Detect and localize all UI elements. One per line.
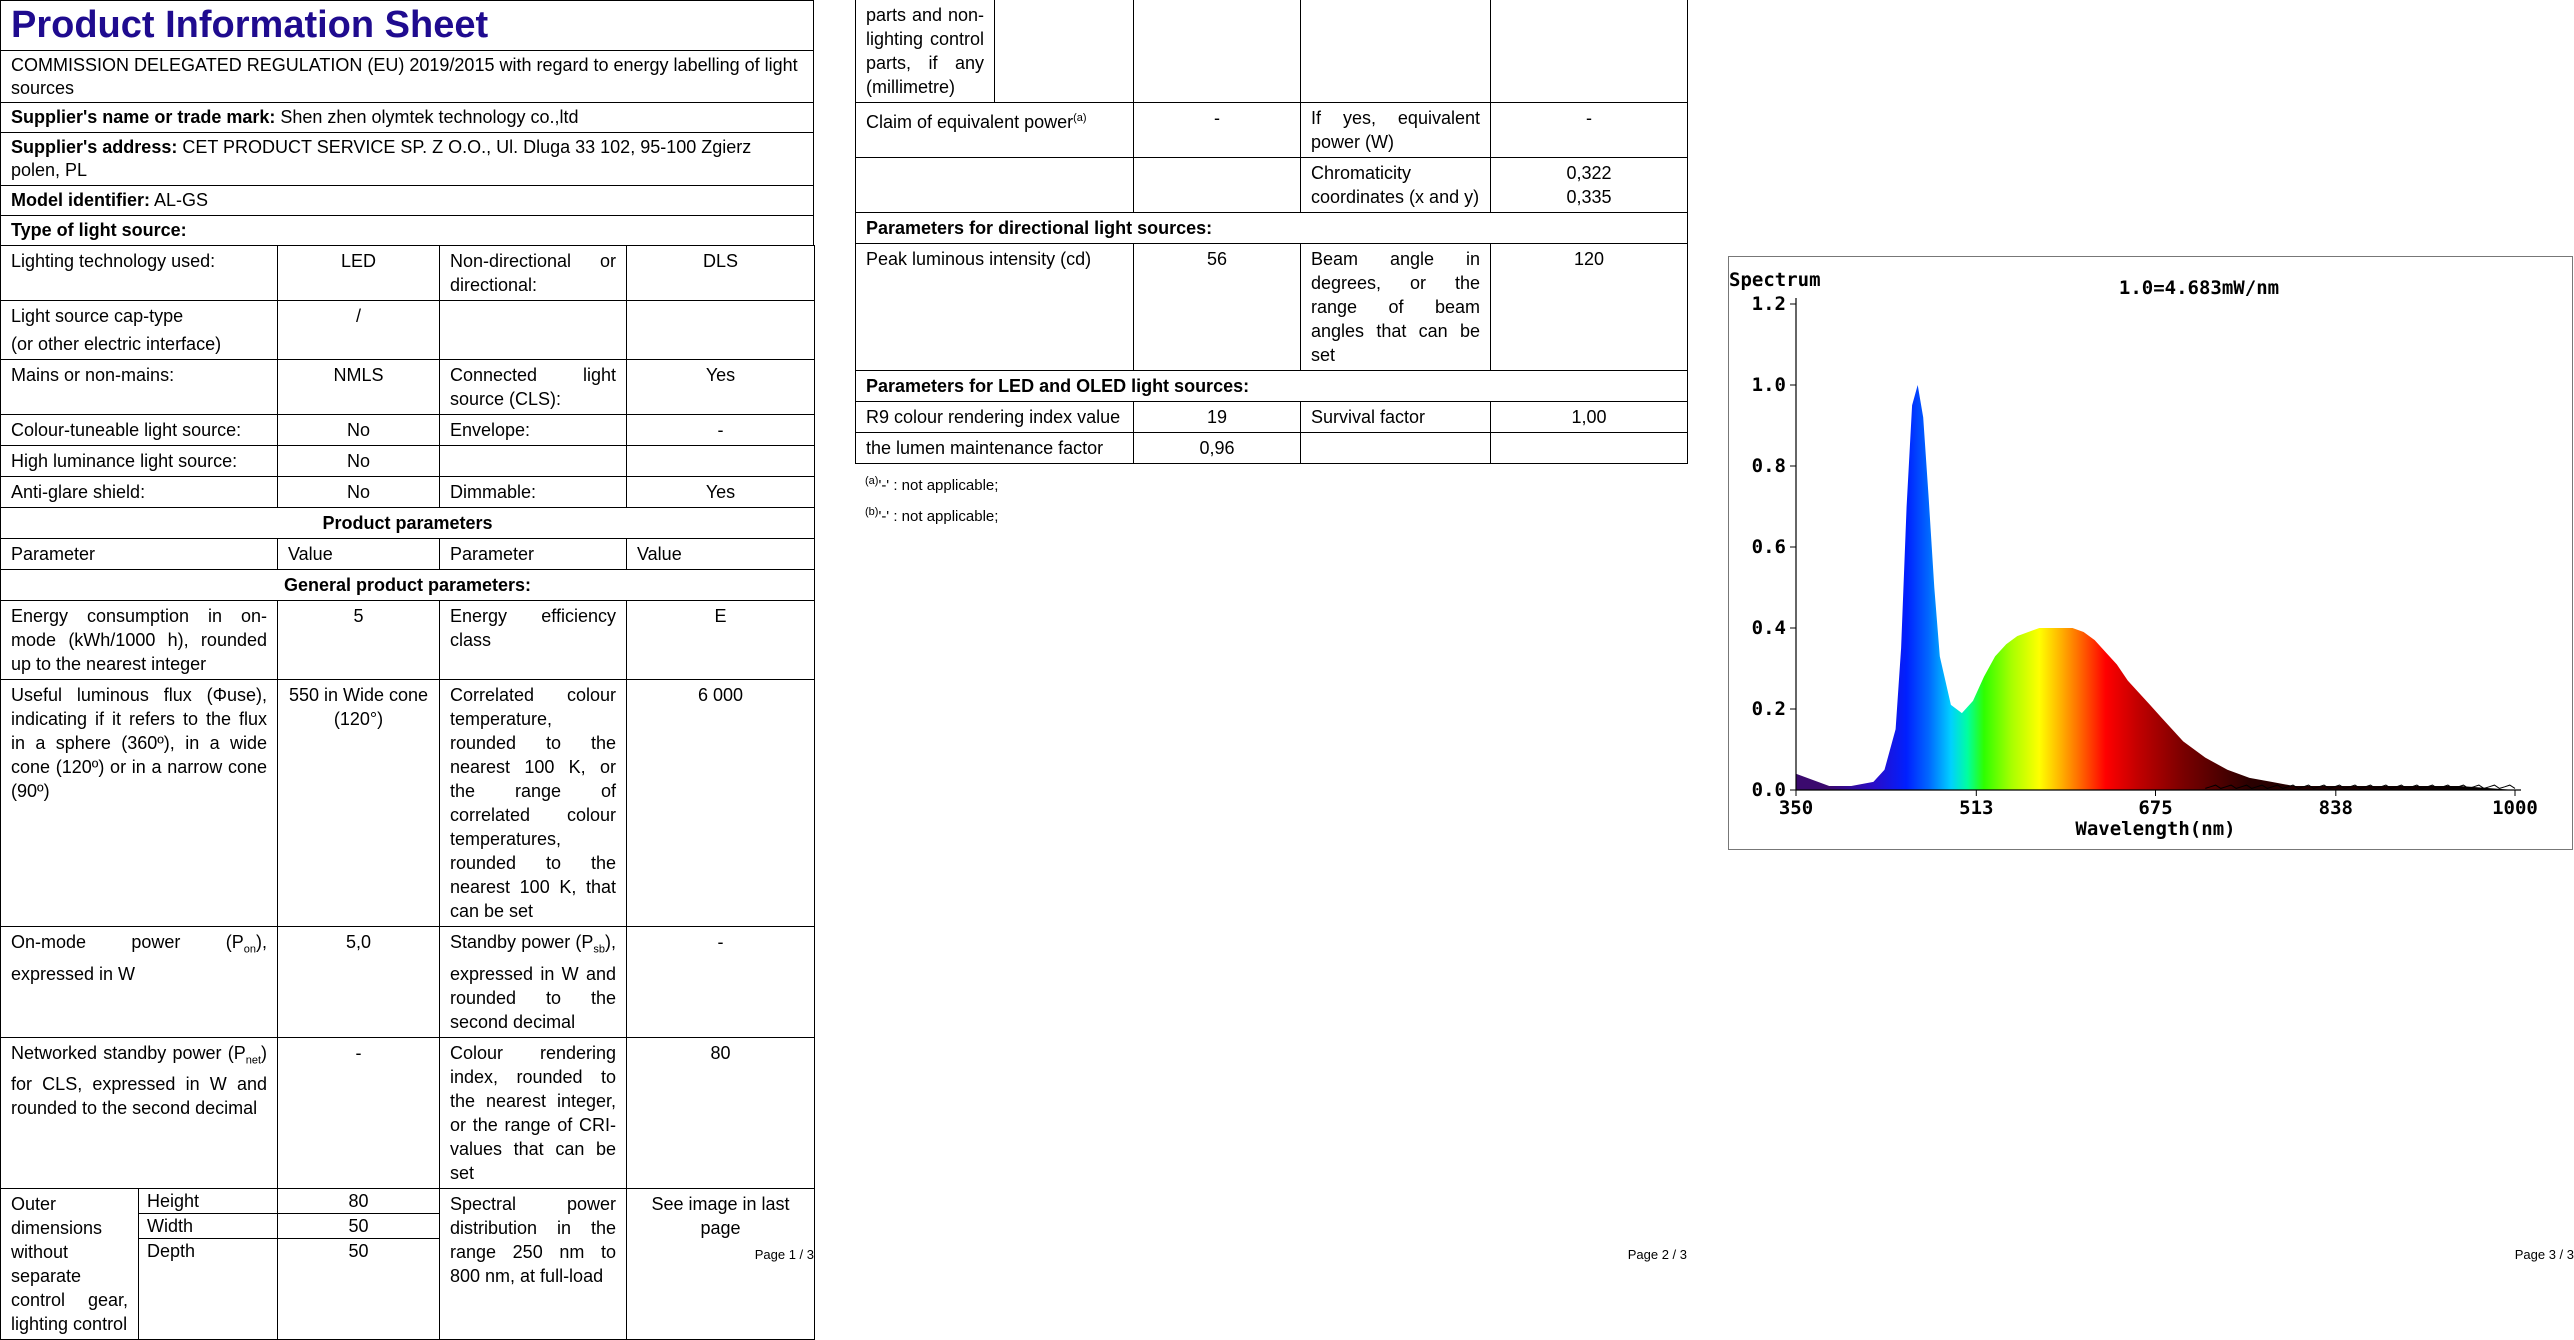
cap-type-label [1,301,278,360]
efficiency-class-value: E [627,601,815,680]
mains-value: NMLS [278,360,440,415]
table-row [1,446,815,477]
superscript: (a) [865,475,879,487]
connected-label: Connected light source (CLS): [440,360,627,415]
equivalent-power-claim-label [856,103,1134,158]
page-number: Page 3 / 3 [2514,1247,2574,1262]
superscript: (b) [865,506,879,518]
connected-value: Yes [627,360,815,415]
spectrum-area [1796,385,2515,790]
label-text: Networked standby power (P [11,1042,246,1063]
y-tick-label: 0.2 [1751,698,1786,720]
table-row [1,415,815,446]
high-luminance-value: No [278,446,440,477]
tuneable-label: Colour-tuneable light source: [1,415,278,446]
r9-label: R9 colour rendering index value [856,402,1134,433]
footnote-text: '-' : not applicable; [878,508,999,525]
y-tick-label: 0.0 [1751,779,1786,801]
label-text: Standby power (P [450,932,594,952]
footnote-a [865,468,1687,499]
dimmable-value: Yes [627,477,815,508]
section-heading: Parameters for LED and OLED light sources: [856,371,1688,402]
empty-cell [440,301,627,360]
outer-dimensions-label-continued: parts and non-lighting control parts, if any (millimetre) [856,0,995,103]
networked-standby-label [1,1037,278,1188]
standby-power-label [440,927,627,1038]
page-number: Page 1 / 3 [754,1247,814,1262]
empty-cell [856,158,1134,213]
column-header: Parameter [440,539,627,570]
table-row [1,246,815,301]
label-text: ), expressed in W and rounded to the second decimal [450,932,616,1032]
table-row [1,570,815,601]
table-row [1,927,815,1038]
table-header-row [1,539,815,570]
label-text: Claim of equivalent power [866,112,1074,132]
survival-factor-value: 1,00 [1491,402,1688,433]
beam-angle-label: Beam angle in degrees, or the range of beam angles that can be set [1301,244,1491,371]
r9-value: 19 [1134,402,1301,433]
height-label: Height [139,1188,278,1213]
tuneable-value: No [278,415,440,446]
model-label: Model identifier: [11,190,150,210]
luminous-flux-value: 550 in Wide cone (120°) [278,680,440,927]
directional-label: Non-directional or directional: [440,246,627,301]
regulation-text: COMMISSION DELEGATED REGULATION (EU) 2019/2015 with regard to energy labelling of light sources [0,50,814,102]
section-heading: Parameters for directional light sources: [856,213,1688,244]
subscript: on [243,943,256,956]
table-row [1,601,815,680]
superscript: (a) [1073,112,1087,124]
depth-label: Depth [139,1238,278,1339]
table-row [856,0,1688,103]
survival-factor-label: Survival factor [1301,402,1491,433]
chromaticity-x: 0,322 [1566,163,1612,183]
supplier-name: Shen zhen olymtek technology co.,ltd [280,107,579,127]
parameters-table-continued [855,0,1688,464]
table-row [856,433,1688,464]
table-row [856,244,1688,371]
chart-subtitle: 1.0=4.683mW/nm [2118,277,2280,299]
spectral-distribution-value: See image in last page [627,1188,815,1339]
label-text: ), expressed in W [11,932,267,984]
lighting-tech-label: Lighting technology used: [1,246,278,301]
table-row [1,508,815,539]
envelope-value: - [627,415,815,446]
y-tick-label: 0.4 [1751,617,1786,639]
empty-cell [1491,433,1688,464]
column-header: Value [278,539,440,570]
x-tick-label: 838 [2318,797,2353,819]
chromaticity-value [1491,158,1688,213]
page-3 [1727,0,2574,1264]
x-tick-label: 513 [1959,797,1994,819]
x-tick-label: 1000 [2492,797,2538,819]
energy-consumption-value: 5 [278,601,440,680]
empty-cell [627,446,815,477]
empty-cell [1301,433,1491,464]
empty-cell [995,0,1134,103]
cap-type-label-line1: Light source cap-type [11,306,184,326]
table-row [1,680,815,927]
x-axis-label: Wavelength(nm) [2075,818,2236,840]
on-mode-power-value: 5,0 [278,927,440,1038]
height-value: 80 [278,1188,440,1213]
section-heading: General product parameters: [1,570,815,601]
footnote-b [865,499,1687,530]
supplier-name-row [0,102,814,132]
column-header: Parameter [1,539,278,570]
page-number: Page 2 / 3 [1627,1247,1687,1262]
empty-cell [627,301,815,360]
label-text: ) for CLS, expressed in W and rounded to the second decimal [11,1042,267,1119]
table-row [1,301,815,360]
depth-value: 50 [278,1238,440,1339]
model-identifier: AL-GS [154,190,209,210]
y-tick-label: 1.0 [1751,374,1786,396]
equivalent-power-value: - [1491,103,1688,158]
lumen-maintenance-label: the lumen maintenance factor [856,433,1134,464]
antiglare-value: No [278,477,440,508]
supplier-name-label: Supplier's name or trade mark: [11,107,276,127]
table-row [1,360,815,415]
high-luminance-label: High luminance light source: [1,446,278,477]
supplier-address-row [0,132,814,185]
cri-value: 80 [627,1037,815,1188]
equivalent-power-label: If yes, equivalent power (W) [1301,103,1491,158]
subscript: sb [593,943,605,956]
empty-cell [1301,0,1491,103]
chart-title: Spectrum [1729,269,1821,291]
supplier-address: CET PRODUCT SERVICE SP. Z O.O., Ul. Dluga 33 102, 95-100 Zgierz polen, PL [11,137,752,180]
lumen-maintenance-value: 0,96 [1134,433,1301,464]
efficiency-class-label: Energy efficiency class [440,601,627,680]
footnote-text: '-' : not applicable; [878,477,999,494]
page-2 [855,0,1687,1264]
section-heading: Product parameters [1,508,815,539]
envelope-label: Envelope: [440,415,627,446]
y-tick-label: 0.8 [1751,455,1786,477]
table-row [856,213,1688,244]
column-header: Value [627,539,815,570]
cap-type-value: / [278,301,440,360]
empty-cell [1134,158,1301,213]
model-row [0,185,814,215]
peak-intensity-label: Peak luminous intensity (cd) [856,244,1134,371]
directional-value: DLS [627,246,815,301]
dimmable-label: Dimmable: [440,477,627,508]
on-mode-power-label [1,927,278,1038]
energy-consumption-label: Energy consumption in on-mode (kWh/1000 h), rounded up to the nearest integer [1,601,278,680]
luminous-flux-label: Useful luminous flux (Φuse), indicating if it refers to the flux in a sphere (360º), in a wide cone (120º) or in a narrow cone (90º) [1,680,278,927]
cct-label: Correlated colour temperature, rounded to the nearest 100 K, or the range of correlated colour temperatures, rounded to the nearest 100 K, that can be set [440,680,627,927]
table-row [856,158,1688,213]
lighting-tech-value: LED [278,246,440,301]
antiglare-label: Anti-glare shield: [1,477,278,508]
page-1 [0,0,814,1334]
subscript: net [245,1054,261,1067]
y-tick-label: 1.2 [1751,293,1786,315]
table-row [1,477,815,508]
standby-power-value: - [627,927,815,1038]
table-row [856,402,1688,433]
footnotes [855,468,1687,530]
cct-value: 6 000 [627,680,815,927]
label-text: On-mode power (P [11,932,244,952]
equivalent-power-claim-value: - [1134,103,1301,158]
table-row [1,1188,815,1213]
mains-label: Mains or non-mains: [1,360,278,415]
supplier-address-label: Supplier's address: [11,137,178,157]
table-row [1,1037,815,1188]
spectrum-chart [1728,256,2573,850]
width-label: Width [139,1213,278,1238]
light-source-table [0,245,815,1340]
peak-intensity-value: 56 [1134,244,1301,371]
table-row [856,371,1688,402]
page-title: Product Information Sheet [0,0,814,50]
empty-cell [1491,0,1688,103]
width-value: 50 [278,1213,440,1238]
empty-cell [1134,0,1301,103]
spectral-distribution-label: Spectral power distribution in the range 250 nm to 800 nm, at full-load [440,1188,627,1339]
spectrum-chart-svg [1729,257,2574,851]
outer-dimensions-label: Outer dimensions without separate control gear, lighting control [1,1188,139,1339]
x-tick-label: 675 [2138,797,2173,819]
type-of-light-source: Type of light source: [0,215,814,245]
table-row [856,103,1688,158]
y-tick-label: 0.6 [1751,536,1786,558]
chromaticity-y: 0,335 [1566,187,1612,207]
cap-type-label-line2: (or other electric interface) [11,334,222,354]
cri-label: Colour rendering index, rounded to the nearest integer, or the range of CRI-values that can be set [440,1037,627,1188]
beam-angle-value: 120 [1491,244,1688,371]
empty-cell [440,446,627,477]
chromaticity-label: Chromaticity coordinates (x and y) [1301,158,1491,213]
networked-standby-value: - [278,1037,440,1188]
x-tick-label: 350 [1778,797,1814,819]
